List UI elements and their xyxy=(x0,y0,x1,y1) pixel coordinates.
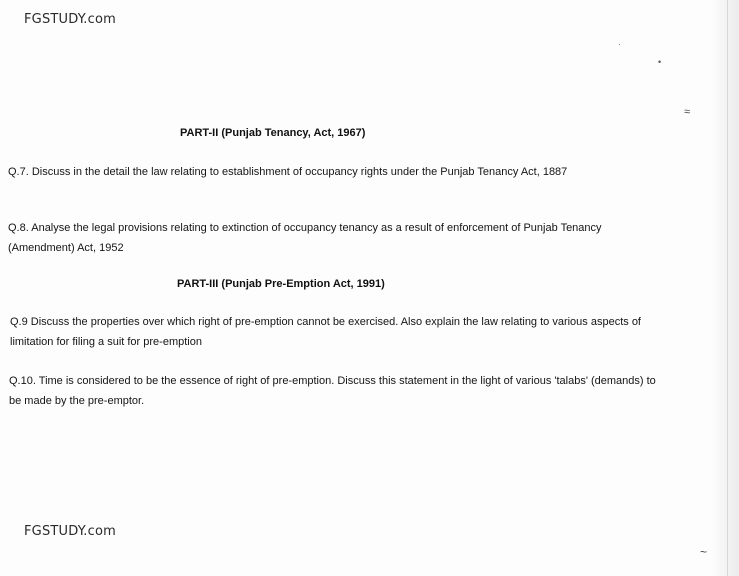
scan-speck: • xyxy=(658,57,662,67)
page-edge-line xyxy=(727,0,728,576)
question-7: Q.7. Discuss in the detail the law relating to establishment of occupancy rights under the Punjab Tenancy Act, 1887 xyxy=(8,166,568,178)
scan-speck: ≈ xyxy=(684,106,691,118)
scan-speck: ~ xyxy=(700,545,708,559)
part3-heading: PART-III (Punjab Pre-Emption Act, 1991) xyxy=(177,278,385,290)
watermark-top: FGSTUDY.com xyxy=(24,12,116,27)
watermark-bottom: FGSTUDY.com xyxy=(24,524,116,539)
question-10: Q.10. Time is considered to be the essence of right of pre-emption. Discuss this statement in the light of various 'talabs' (demands) to be made by the pre-emptor. xyxy=(9,375,656,407)
scan-speck: · xyxy=(618,39,621,49)
part2-heading: PART-II (Punjab Tenancy, Act, 1967) xyxy=(180,127,366,139)
question-9: Q.9 Discuss the properties over which right of pre-emption cannot be exercised. Also explain the law relating to various aspects of limitation for filing a suit for pre-emption xyxy=(10,316,641,348)
question-8: Q.8. Analyse the legal provisions relating to extinction of occupancy tenancy as a result of enforcement of Punjab Tenancy (Amendment) Act, 1952 xyxy=(8,222,602,254)
page-edge-shadow xyxy=(712,0,739,576)
